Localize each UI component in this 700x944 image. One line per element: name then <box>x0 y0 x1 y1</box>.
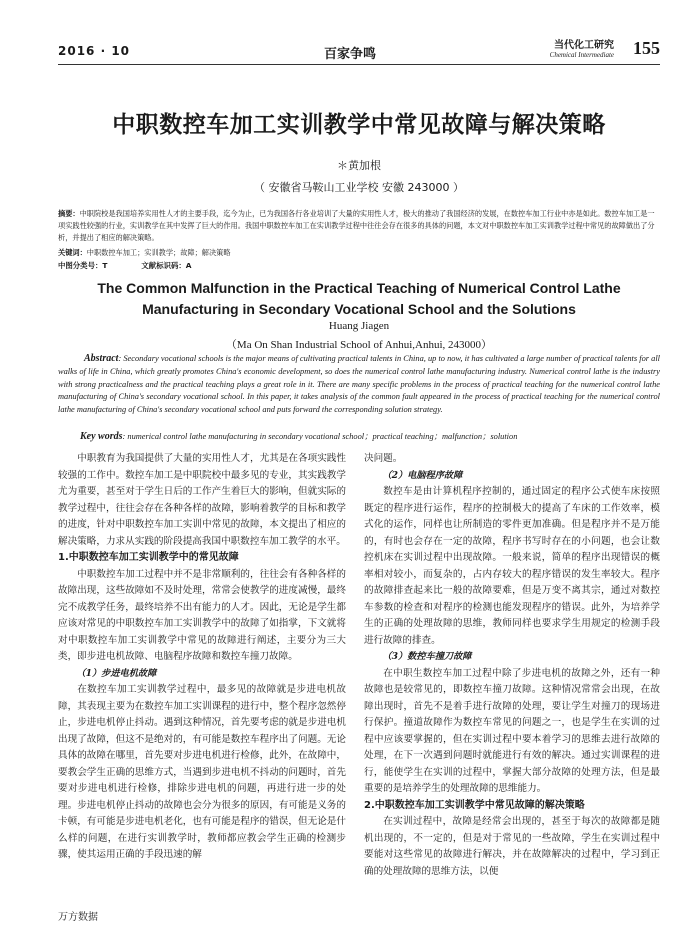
abstract-en-text: : Secondary vocational schools is the major means of cultivating practical talents in China, up to now, it has cultivated a large number of practical talents for all walks of life in China, which greatly promotes China's economic development, so does the numerical control lathe manufacturing industry. Numerical control lathe is the industry with strong practicalness and the practical teaching plays a great role in it. There are many specific problems in the process of practical teaching for the numerical control lathe manufacturing of China's secondary vocational school. In this paper, it takes analysis of the common fault appeared in the process of practical teaching for the numerical control lathe manufacturing of China's secondary vocational school and puts forward the corresponding solution strategy. <box>58 354 660 415</box>
paragraph: 在实训过程中，故障是经常会出现的，甚至于每次的故障都是随机出现的，不一定的，但是对于常见的一些故障，学生在实训过程中要能对这些常见的故障进行解决，并在故障解决的过程中，学习到正确的处理故障的思维方法，以便 <box>364 816 660 877</box>
header-divider <box>58 64 660 65</box>
article-title-en <box>58 278 660 320</box>
doc-code-label: 文献标识码： <box>141 261 186 270</box>
journal-name-en: Chemical Intermediate <box>549 51 614 59</box>
keywords-cn-text: 中职数控车加工；实训教学；故障；解决策略 <box>86 248 231 257</box>
author-cn: ＊黄加根 <box>337 159 381 172</box>
paragraph: 决问题。 <box>364 453 403 464</box>
paragraph: 数控车是由计算机程序控制的，通过固定的程序公式使车床按照既定的程序进行运作，程序的控制极大的提高了车床的工作效率，模式化的运作，同样也让所制造的零件更加准确。但是程序并不是万能的，有时也会存在一定的故障，程序书写时存在的小问题，也会让数控机床在实训过程中出现故障。一般来说，简单的程序出现错误的概率相对较小，而复杂的，占内存较大的程序错误的发生率较大。程序的故障排查起来比一般的故障要难，但是万变不离其宗，通过对数控车参数的检查和对程序的检测也能发现程序的错误。此外，为培养学生的正确的处理故障的思维，教师同样也要求学生用规定的检测手段进行故障的排查。 <box>364 486 660 646</box>
affiliation-cn: （ 安徽省马鞍山工业学校 安徽 243000 ） <box>254 181 464 194</box>
keywords-en <box>80 431 660 443</box>
abstract-cn <box>58 208 660 244</box>
class-value: T <box>102 261 108 270</box>
title-en-line-1: The Common Malfunction in the Practical Teaching of Numerical Control Lathe <box>97 280 621 296</box>
page-header <box>58 40 660 64</box>
subheading-program-fault: （2）电脑程序故障 <box>382 469 463 481</box>
section-heading-2: 2.中职数控车加工实训教学中常见故障的解决策略 <box>364 799 585 811</box>
keywords-en-text: : numerical control lathe manufacturing in secondary vocational school；practical teaching；malfunction；solution <box>122 432 518 441</box>
body-column-left <box>58 451 346 864</box>
title-en-line-2: Manufacturing in Secondary Vocational School and the Solutions <box>142 301 576 317</box>
journal-name-cn: 当代化工研究 <box>554 40 614 51</box>
subheading-stepper-motor: （1）步进电机故障 <box>76 667 157 679</box>
column-name: 百家争鸣 <box>324 47 377 62</box>
classification-line <box>58 260 660 272</box>
abstract-en <box>58 353 660 417</box>
abstract-cn-text: 中职院校是我国培养实用性人才的主要手段，迄今为止，已为我国各行各业培训了大量的实用性人才，极大的推动了我国经济的发展，在数控车加工行业中亦是如此。数控车加工是一项实践性较强的行业，实训教学在其中发挥了巨大的作用。我国中职数控车加工在实训教学过程中往往会存在很多的具体的问题，本文对中职数控车加工实训教学过程中常见的故障做出了分析，并提出了相应的解决策略。 <box>58 209 655 242</box>
author-en: Huang Jiagen <box>328 320 390 332</box>
issue-date: 2016 · 10 <box>58 44 131 58</box>
keywords-en-label: Key words <box>80 431 123 442</box>
body-column-right <box>364 451 660 880</box>
subheading-tool-collision: （3）数控车撞刀故障 <box>382 651 472 662</box>
article-title-cn: 中职数控车加工实训教学中常见故障与解决策略 <box>112 112 606 138</box>
keywords-cn <box>58 247 660 259</box>
footer-watermark: 万方数据 <box>58 912 98 923</box>
paragraph: 在数控车加工实训教学过程中，最多见的故障就是步进电机故障，其表现主要为在数控车加工实训课程的进行中，整个程序忽然停止，步进电机停止抖动。遇到这种情况，首先要考虑的就是步进电机出现了故障，但这不是绝对的，有可能是数控车程序出了问题。无论具体的故障在哪里，首先要对步进电机进行检修，此外，在故障中，要教会学生正确的思维方式，当遇到步进电机不抖动的问题时，首先要对步进电机进行检修，排除步进电机的问题，再进行进一步的处理。步进电机停止抖动的故障也会分为很多的原因，有可能是义务的卡顿，有可能是步进电机老化，也有可能是程序的错误，但无论是什么样的问题，在进行实训教学时，教师都应教会学生正确的检测步骤，使其运用正确的手段迅速的解 <box>58 684 346 860</box>
paragraph: 中职数控车加工过程中并不是非常顺利的，往往会有各种各样的故障出现，这些故障如不及时处理，常常会使教学的进度减慢，最终完不成教学任务，最终培养不出有能力的人才。因此，无论是学生都应该对常见的中职数控车加工实训教学中的故障了如指掌，下文就将对中职数控车加工实训教学中常见的故障进行阐述，主要分为三大类，即步进电机故障、电脑程序故障和数控车撞刀故障。 <box>58 568 346 662</box>
paragraph: 中职教育为我国提供了大量的实用性人才，尤其是在各项实践性较强的工作中。数控车加工是中职院校中最多见的专业，其实践教学尤为重要，甚至对于学生日后的工作产生着巨大的影响，但就实际的教学过程中，往往会存在各种各样的故障，影响着教学的目标和教学的进度，针对中职数控车加工实训中常见的故障，本文提出了相应的解决策略，力求从实践的阶段提高我国中职数控车加工教学的水平。 <box>58 453 346 547</box>
abstract-cn-label: 摘要： <box>58 209 80 218</box>
journal-logo <box>550 40 614 60</box>
abstract-en-label: Abstract <box>84 353 119 364</box>
paragraph: 在中职生数控车加工过程中除了步进电机的故障之外，还有一种故障也是较常见的，即数控车撞刀故障。这种情况常常会出现，在故障出现时，首先不是着手进行故障的处理，要让学生对撞刀的现场进行保护。撞道故障作为数控车常见的问题之一，也是学生在实训的过程中应该要掌握的，但在实训过程中要本着学习的思维去进行故障的处理，在下一次遇到问题时就能进行有效的解决。通过实训课程的进行，能使学生在实训的过程中，掌握大部分故障的处理方法，但是最重要的是培养学生的处理故障的思维能力。 <box>364 667 660 794</box>
keywords-cn-label: 关键词： <box>58 248 87 257</box>
class-label: 中图分类号： <box>58 261 103 270</box>
affiliation-en: （Ma On Shan Industrial School of Anhui,Anhui, 243000） <box>225 339 493 351</box>
page-number: 155 <box>633 38 660 58</box>
doc-code-value: A <box>185 261 192 270</box>
section-heading-1: 1.中职数控车加工实训教学中的常见故障 <box>58 552 239 563</box>
